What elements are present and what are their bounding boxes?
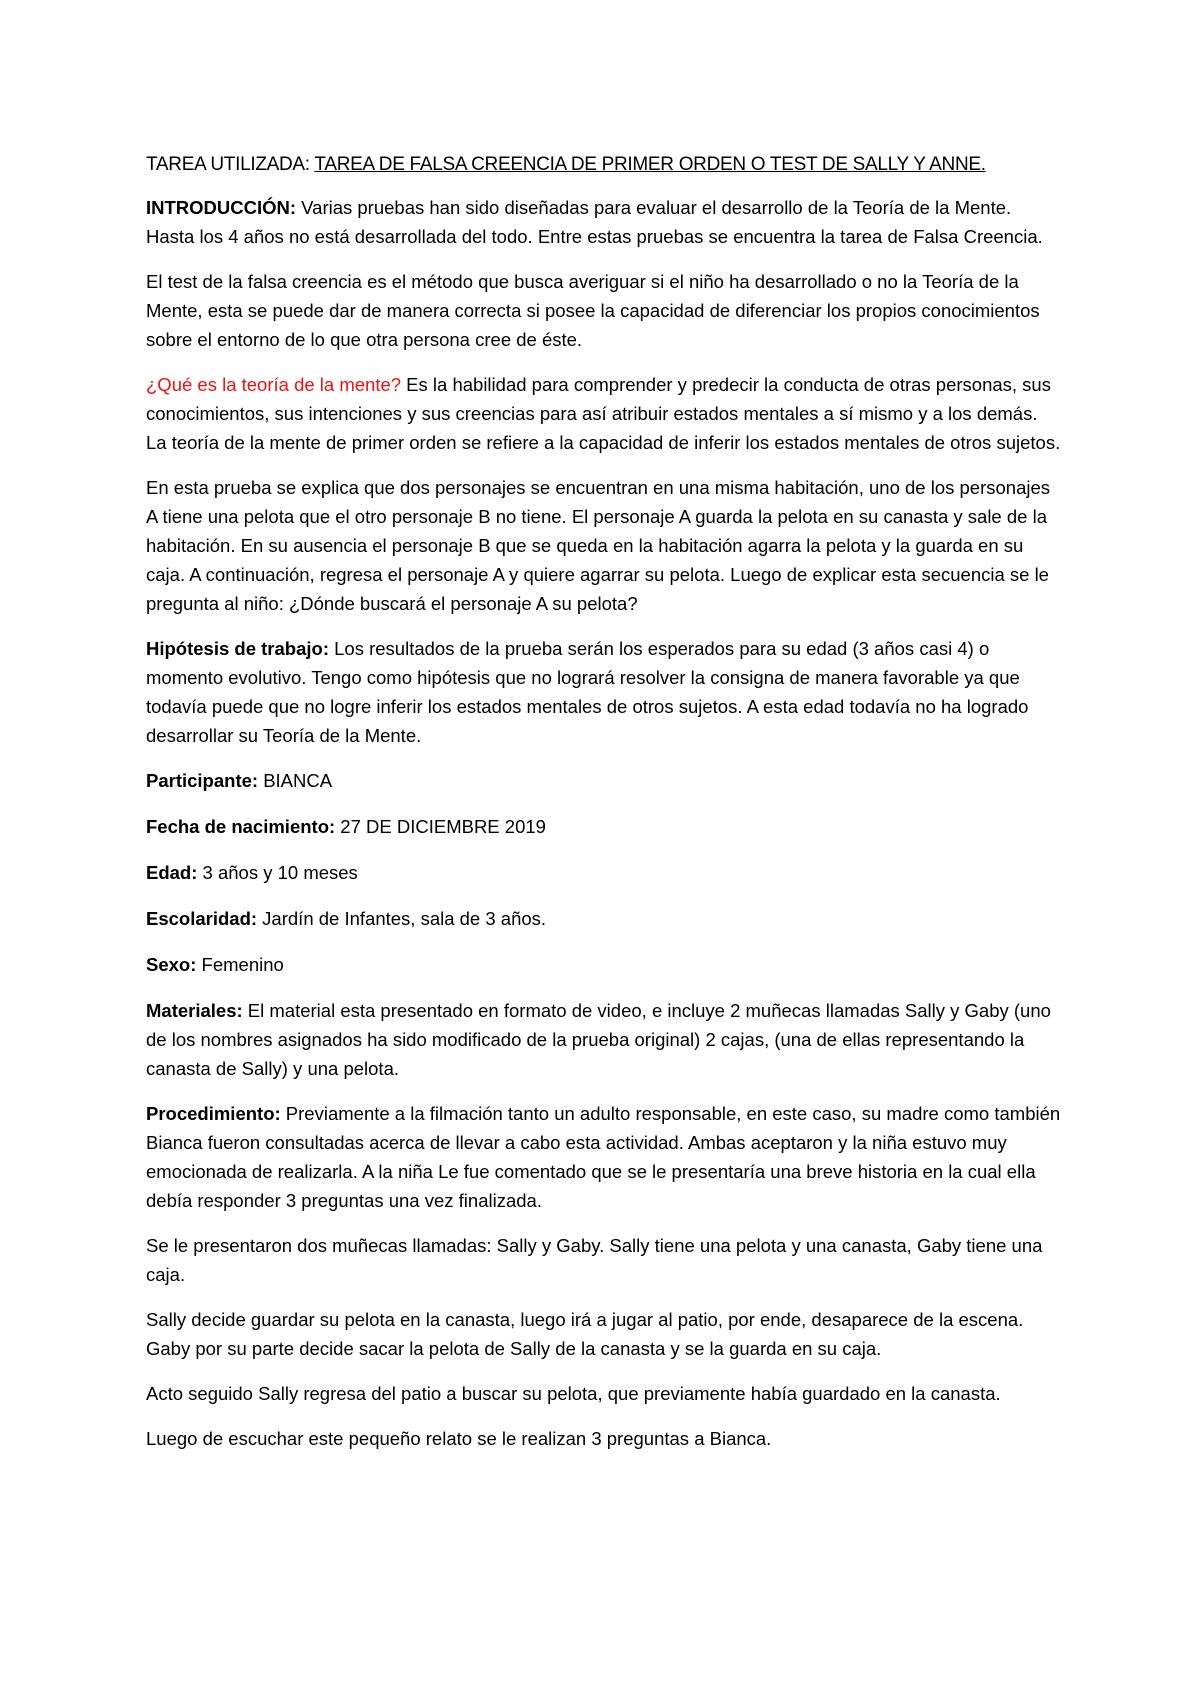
procedure-paragraph (146, 1099, 1062, 1215)
test-description-paragraph: En esta prueba se explica que dos personajes se encuentran en una misma habitación, uno de los personajes A tiene una pelota que el otro personaje B no tiene. El personaje A guarda la pelota en su canasta y sale de la habitación. En su ausencia el personaje B que se queda en la habitación agarra la pelota y la guarda en su caja. A continuación, regresa el personaje A y quiere agarrar su pelota. Luego de explicar esta secuencia se le pregunta al niño: ¿Dónde buscará el personaje A su pelota? (146, 477, 1051, 614)
theory-of-mind-paragraph (146, 370, 1062, 457)
age-label: Edad: (146, 862, 198, 883)
hypothesis-text: Los resultados de la prueba serán los esperados para su edad (3 años casi 4) o momento evolutivo. Tengo como hipótesis que no logrará resolver la consigna de manera favorable ya que todavía puede que no logre inferir los estados mentales de otros sujetos. A esta edad todavía no ha logrado desarrollar su Teoría de la Mente. (146, 638, 1029, 746)
schooling-field (146, 904, 1062, 933)
theory-of-mind-text: Es la habilidad para comprender y predecir la conducta de otras personas, sus conocimientos, sus intenciones y sus creencias para así atribuir estados mentales a sí mismo y a los demás. La teoría de la mente de primer orden se refiere a la capacidad de inferir los estados mentales de otros sujetos. (146, 374, 1061, 453)
story-paragraph: Sally decide guardar su pelota en la canasta, luego irá a jugar al patio, por ende, desaparece de la escena. Gaby por su parte decide sacar la pelota de Sally de la canasta y se la guarda en su caja. (146, 1309, 1024, 1359)
procedure-label: Procedimiento: (146, 1103, 281, 1124)
hypothesis-label: Hipótesis de trabajo: (146, 638, 329, 659)
introduction-paragraph (146, 193, 1062, 251)
participant-field (146, 766, 1062, 795)
hypothesis-paragraph (146, 634, 1062, 750)
story-paragraph: Se le presentaron dos muñecas llamadas: Sally y Gaby. Sally tiene una pelota y una canasta, Gaby tiene una caja. (146, 1235, 1043, 1285)
introduction-text: Varias pruebas han sido diseñadas para evaluar el desarrollo de la Teoría de la Mente. Hasta los 4 años no está desarrollada del todo. Entre estas pruebas se encuentra la tarea de Falsa Creencia. (146, 197, 1043, 247)
title-prefix: TAREA UTILIZADA: (146, 154, 310, 175)
schooling-value: Jardín de Infantes, sala de 3 años. (257, 908, 547, 929)
document-title (146, 150, 1062, 179)
participant-label: Participante: (146, 770, 259, 791)
sex-label: Sexo: (146, 954, 197, 975)
participant-value: BIANCA (258, 770, 333, 791)
title-task-name: TAREA DE FALSA CREENCIA DE PRIMER ORDEN O TEST DE SALLY Y ANNE. (314, 154, 986, 175)
theory-of-mind-question: ¿Qué es la teoría de la mente? (146, 374, 402, 395)
false-belief-paragraph: El test de la falsa creencia es el método que busca averiguar si el niño ha desarrollado o no la Teoría de la Mente, esta se puede dar de manera correcta si posee la capacidad de diferenciar los propios conocimientos sobre el entorno de lo que otra persona cree de éste. (146, 271, 1040, 350)
materials-paragraph (146, 996, 1062, 1083)
birth-date-value: 27 DE DICIEMBRE 2019 (335, 816, 546, 837)
introduction-label: INTRODUCCIÓN: (146, 197, 297, 218)
sex-value: Femenino (196, 954, 284, 975)
materials-label: Materiales: (146, 1000, 243, 1021)
document-page (146, 150, 1062, 1469)
birth-date-label: Fecha de nacimiento: (146, 816, 336, 837)
procedure-text: Previamente a la filmación tanto un adulto responsable, en este caso, su madre como también Bianca fueron consultadas acerca de llevar a cabo esta actividad. Ambas aceptaron y la niña estuvo muy emocionada de realizarla. A la niña Le fue comentado que se le presentaría una breve historia en la cual ella debía responder 3 preguntas una vez finalizada. (146, 1103, 1061, 1211)
schooling-label: Escolaridad: (146, 908, 258, 929)
story-paragraph: Luego de escuchar este pequeño relato se le realizan 3 preguntas a Bianca. (146, 1428, 772, 1449)
sex-field (146, 950, 1062, 979)
materials-text: El material esta presentado en formato de video, e incluye 2 muñecas llamadas Sally y Gaby (uno de los nombres asignados ha sido modificado de la prueba original) 2 cajas, (una de ellas representando la canasta de Sally) y una pelota. (146, 1000, 1051, 1079)
story-paragraph: Acto seguido Sally regresa del patio a buscar su pelota, que previamente había guardado en la canasta. (146, 1383, 1001, 1404)
age-value: 3 años y 10 meses (197, 862, 358, 883)
age-field (146, 858, 1062, 887)
birth-date-field (146, 812, 1062, 841)
